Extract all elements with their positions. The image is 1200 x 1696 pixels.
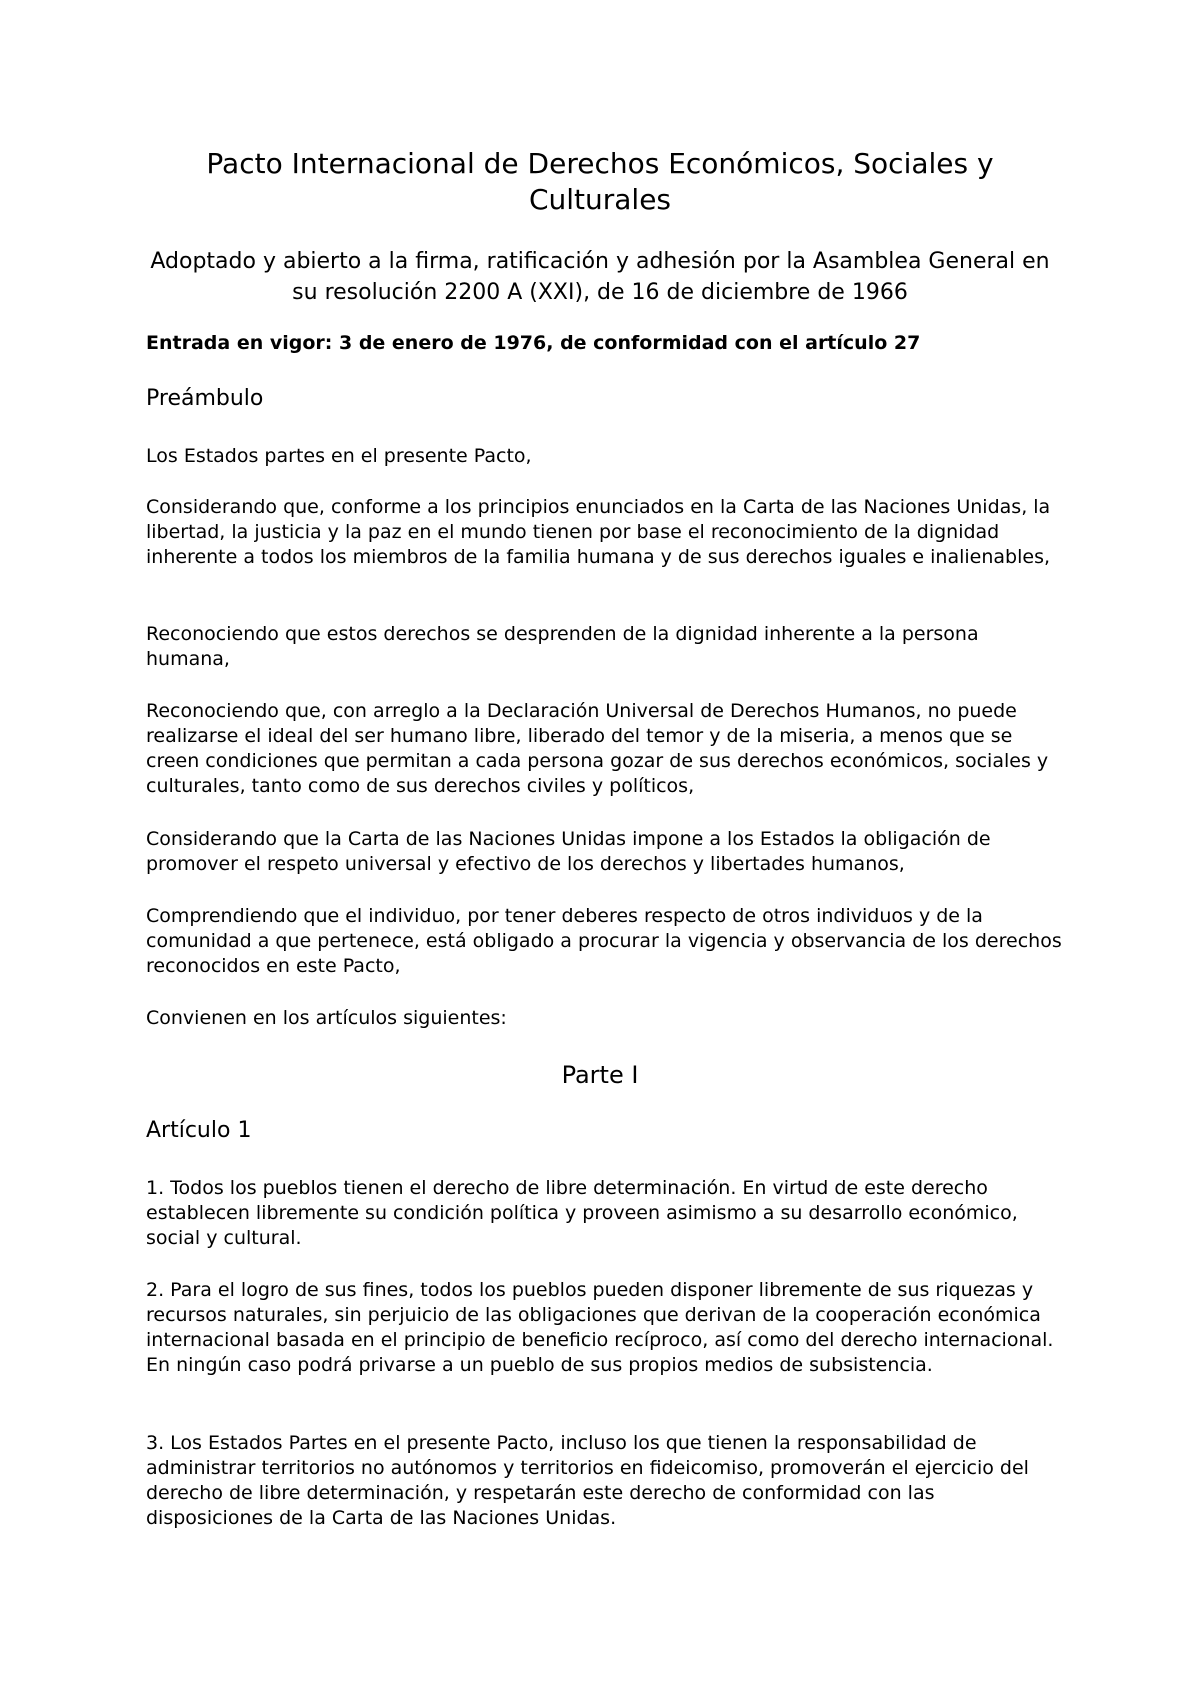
document-subtitle: Adoptado y abierto a la firma, ratificación y adhesión por la Asamblea General en su resolución 2200 A (XXI), de 16 de diciembre de 1966	[150, 249, 1050, 305]
preamble-paragraph: Comprendiendo que el individuo, por tener deberes respecto de otros individuos y de la comunidad a que pertenece, está obligado a procurar la vigencia y observancia de los derechos reconocidos en este Pacto,	[146, 905, 1062, 977]
article-heading: Artículo 1	[146, 1118, 252, 1143]
article-paragraph: 2. Para el logro de sus fines, todos los pueblos pueden disponer libremente de sus riquezas y recursos naturales, sin perjuicio de las obligaciones que derivan de la cooperación económica internacional basada en el principio de beneficio recíproco, así como del derecho internacional. En ningún caso podrá privarse a un pueblo de sus propios medios de subsistencia.	[146, 1279, 1054, 1376]
preamble-paragraph: Los Estados partes en el presente Pacto,	[146, 445, 532, 467]
preamble-paragraph: Convienen en los artículos siguientes:	[146, 1007, 507, 1029]
article-paragraph: 3. Los Estados Partes en el presente Pacto, incluso los que tienen la responsabilidad de administrar territorios no autónomos y territorios en fideicomiso, promoverán el ejercicio del derecho de libre determinación, y respetarán este derecho de conformidad con las disposiciones de la Carta de las Naciones Unidas.	[146, 1432, 1029, 1529]
article-paragraph: 1. Todos los pueblos tienen el derecho de libre determinación. En virtud de este derecho establecen libremente su condición política y proveen asimismo a su desarrollo económico, social y cultural.	[146, 1177, 1018, 1249]
preamble-paragraph: Reconociendo que, con arreglo a la Declaración Universal de Derechos Humanos, no puede realizarse el ideal del ser humano libre, liberado del temor y de la miseria, a menos que se creen condiciones que permitan a cada persona gozar de sus derechos económicos, sociales y culturales, tanto como de sus derechos civiles y políticos,	[146, 700, 1049, 797]
preamble-heading: Preámbulo	[146, 386, 264, 411]
entry-into-force: Entrada en vigor: 3 de enero de 1976, de conformidad con el artículo 27	[146, 332, 921, 354]
preamble-paragraph: Considerando que, conforme a los principios enunciados en la Carta de las Naciones Unidas, la libertad, la justicia y la paz en el mundo tienen por base el reconocimiento de la dignidad inherente a todos los miembros de la familia humana y de sus derechos iguales e inalienables,	[146, 496, 1051, 568]
preamble-paragraph: Reconociendo que estos derechos se desprenden de la dignidad inherente a la persona humana,	[146, 623, 979, 670]
preamble-paragraph: Considerando que la Carta de las Naciones Unidas impone a los Estados la obligación de promover el respeto universal y efectivo de los derechos y libertades humanos,	[146, 828, 991, 875]
part-heading: Parte I	[561, 1061, 639, 1089]
document-title: Pacto Internacional de Derechos Económicos, Sociales y Culturales	[206, 147, 994, 216]
